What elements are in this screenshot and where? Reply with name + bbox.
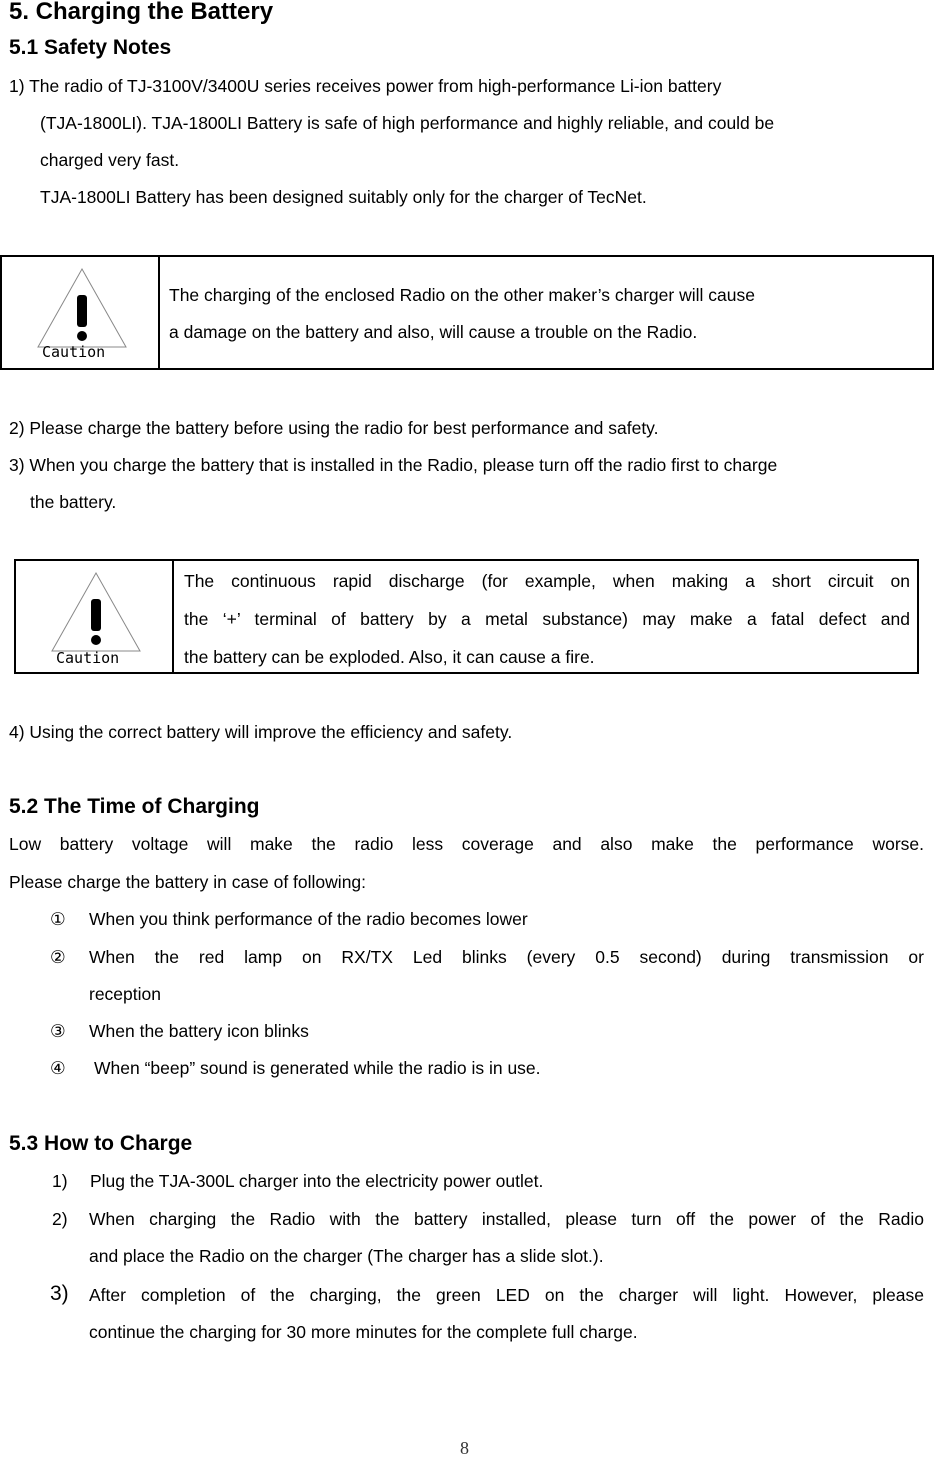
caution-1-line-2: a damage on the battery and also, will cause a trouble on the Radio. xyxy=(169,322,698,342)
page-title: 5. Charging the Battery xyxy=(9,0,274,25)
time-item-3-marker: ③ xyxy=(50,1021,66,1041)
time-item-2-line-1: When the red lamp on RX/TX Led blinks (every 0.5 second) during transmission or xyxy=(89,947,924,967)
time-item-1-marker: ① xyxy=(50,909,66,929)
section-heading-time: 5.2 The Time of Charging xyxy=(9,795,260,818)
caution-box-2 xyxy=(14,559,919,674)
section-heading-safety: 5.1 Safety Notes xyxy=(9,36,172,59)
how-item-3-line-1: After completion of the charging, the green LED on the charger will light. However, please xyxy=(89,1285,924,1305)
safety-item-3-line-2: the battery. xyxy=(30,492,117,512)
safety-item-1-line-1: 1) The radio of TJ-3100V/3400U series receives power from high-performance Li-ion battery xyxy=(9,76,722,96)
caution-label: Caution xyxy=(42,343,106,361)
caution-icon-cell xyxy=(2,257,160,368)
safety-item-3-line-1: 3) When you charge the battery that is installed in the Radio, please turn off the radio first to charge xyxy=(9,455,778,475)
caution-1-line-1: The charging of the enclosed Radio on the other maker’s charger will cause xyxy=(169,285,755,305)
warning-triangle-icon xyxy=(50,571,142,653)
safety-item-1-line-2: (TJA-1800LI). TJA-1800LI Battery is safe of high performance and highly reliable, and could be xyxy=(40,113,775,133)
safety-item-1-line-4: TJA-1800LI Battery has been designed suitably only for the charger of TecNet. xyxy=(40,187,647,207)
time-item-2-line-2: reception xyxy=(89,984,161,1004)
time-item-4-marker: ④ xyxy=(50,1058,66,1078)
safety-item-4: 4) Using the correct battery will improve the efficiency and safety. xyxy=(9,722,513,742)
caution-icon-cell xyxy=(16,561,174,672)
time-intro-line-2: Please charge the battery in case of following: xyxy=(9,872,367,892)
caution-box-1 xyxy=(0,255,934,370)
caution-2-line-2: the ‘+’ terminal of battery by a metal substance) may make a fatal defect and xyxy=(184,609,910,629)
warning-triangle-icon xyxy=(36,267,128,349)
time-intro-line-1: Low battery voltage will make the radio less coverage and also make the performance worse. xyxy=(9,834,924,854)
safety-item-1-line-3: charged very fast. xyxy=(40,150,180,170)
page-number: 8 xyxy=(460,1438,469,1458)
section-heading-how: 5.3 How to Charge xyxy=(9,1132,193,1155)
how-item-3-line-2: continue the charging for 30 more minutes for the complete full charge. xyxy=(89,1322,638,1342)
time-item-3: When the battery icon blinks xyxy=(89,1021,309,1041)
how-item-1-marker: 1) xyxy=(52,1171,68,1191)
caution-2-line-3: the battery can be exploded. Also, it can cause a fire. xyxy=(184,647,595,667)
caution-label: Caution xyxy=(56,649,120,667)
time-item-4: When “beep” sound is generated while the radio is in use. xyxy=(94,1058,541,1078)
how-item-2-line-2: and place the Radio on the charger (The charger has a slide slot.). xyxy=(89,1246,604,1266)
safety-item-2: 2) Please charge the battery before using the radio for best performance and safety. xyxy=(9,418,659,438)
how-item-2-marker: 2) xyxy=(52,1209,68,1229)
caution-2-line-1: The continuous rapid discharge (for example, when making a short circuit on xyxy=(184,571,910,591)
how-item-2-line-1: When charging the Radio with the battery installed, please turn off the power of the Radio xyxy=(89,1209,924,1229)
time-item-2-marker: ② xyxy=(50,947,66,967)
time-item-1: When you think performance of the radio becomes lower xyxy=(89,909,528,929)
how-item-1: Plug the TJA-300L charger into the electricity power outlet. xyxy=(90,1171,544,1191)
how-item-3-marker: 3) xyxy=(50,1282,69,1305)
